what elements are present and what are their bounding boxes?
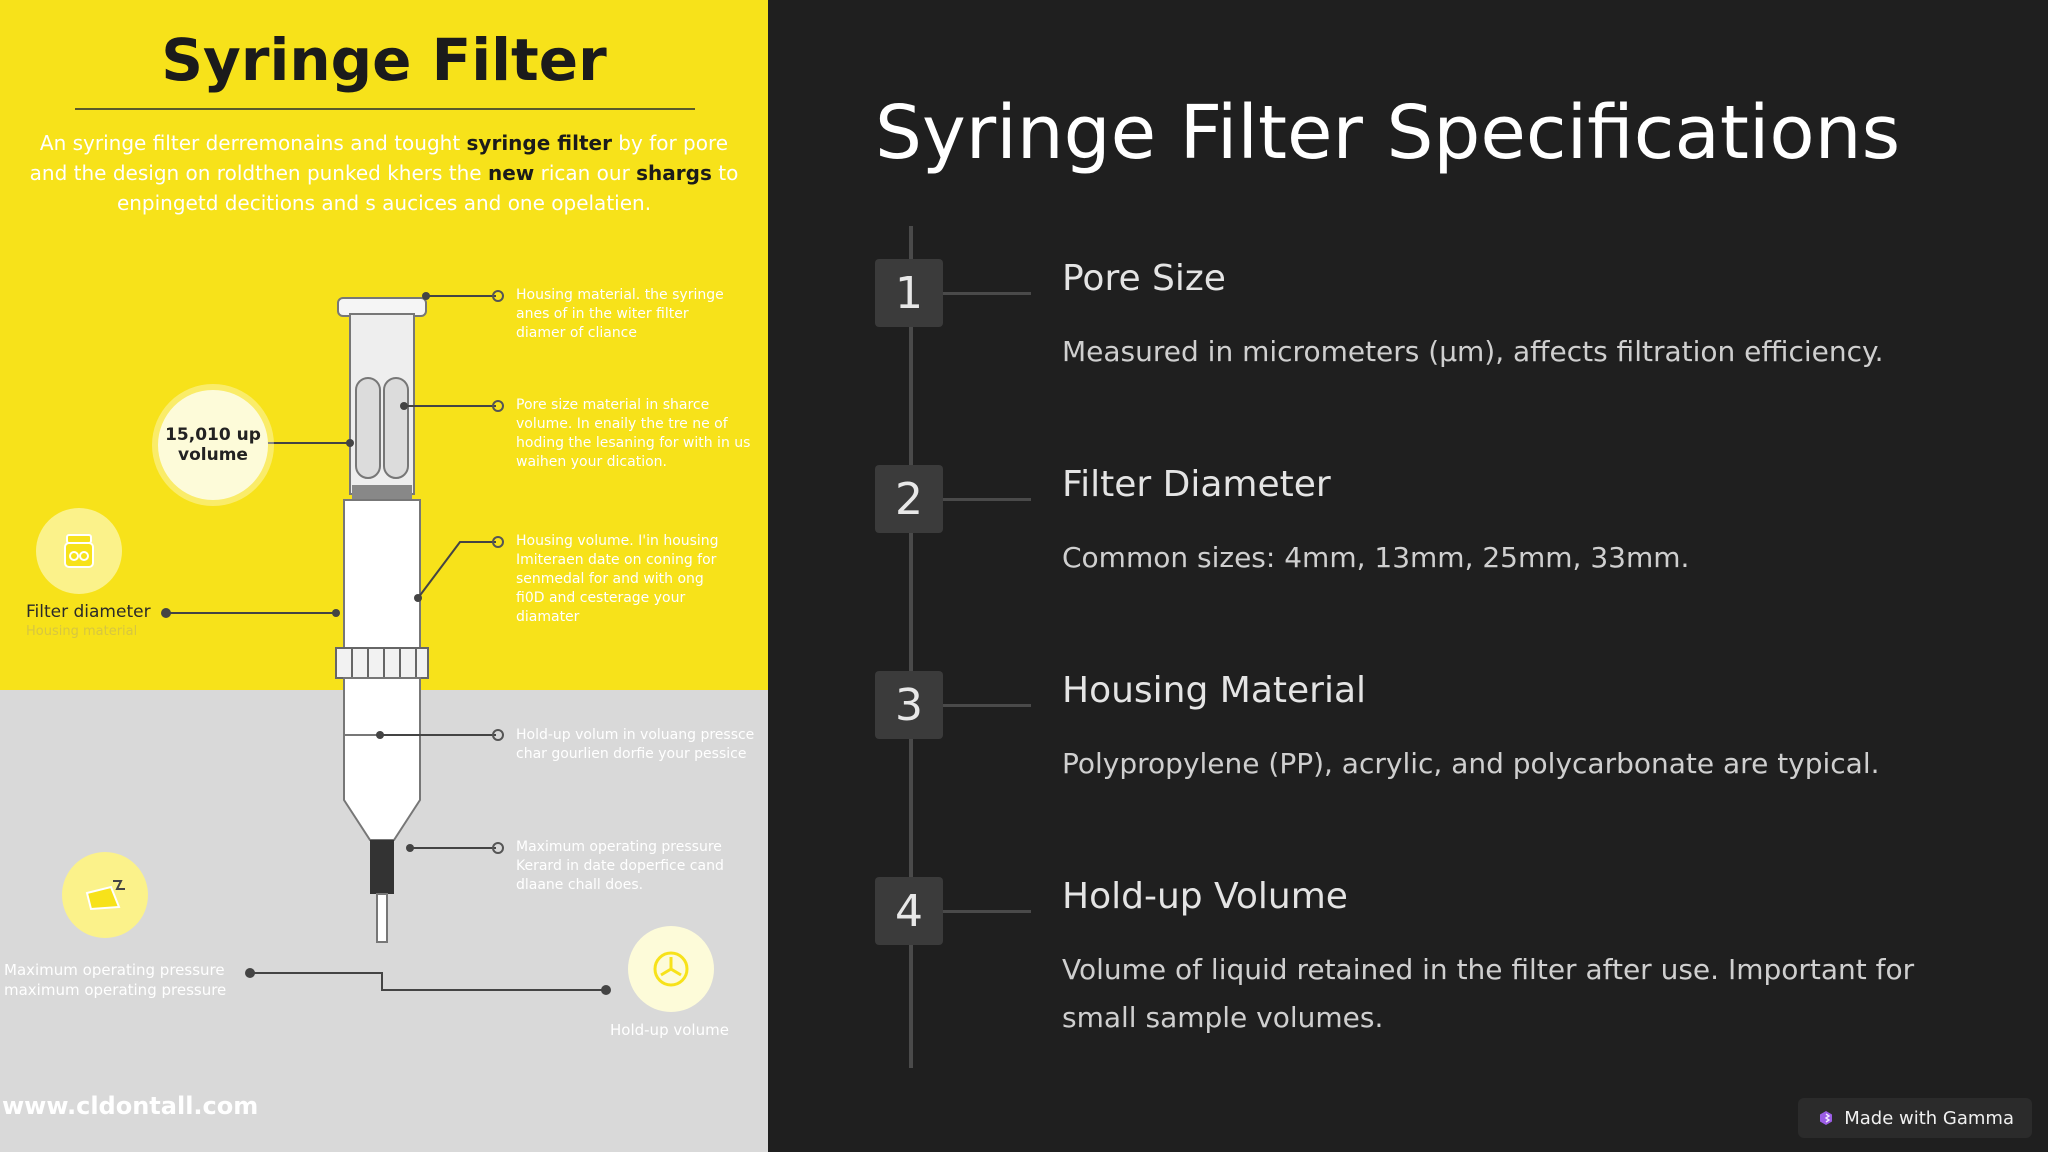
step-heading-hold-up-volume: Hold-up Volume: [1062, 876, 1348, 917]
step-body-housing-material: Polypropylene (PP), acrylic, and polycarbonate are typical.: [1062, 747, 1880, 780]
intro-text: to enpingetd decitions and s aucices and one opelatien.: [116, 161, 739, 215]
filter-diameter-sub: Housing material: [26, 624, 138, 639]
step-number-4: 4: [875, 877, 943, 945]
step-heading-housing-material: Housing Material: [1062, 670, 1367, 711]
step-connector: [943, 292, 1031, 295]
intro-highlight: shargs: [636, 161, 712, 185]
droplet-icon: [628, 926, 714, 1012]
intro-text: rican our: [534, 161, 637, 185]
infographic-image: [0, 0, 768, 1152]
made-with-gamma-label: Made with Gamma: [1844, 1107, 2014, 1129]
step-connector: [943, 498, 1031, 501]
callout-housing-volume: Housing volume. I'in housing Imiteraen date on coning for senmedal for and with ong fi0D and cesterage your diamater: [516, 533, 719, 625]
step-number-3: 3: [875, 671, 943, 739]
infographic-url: www.cldontall.com: [2, 1092, 259, 1120]
page-title: Syringe Filter Specifications: [875, 90, 1901, 176]
step-heading-pore-size: Pore Size: [1062, 258, 1226, 299]
jar-icon: [36, 508, 122, 594]
pressure-gauge-icon: [62, 852, 148, 938]
callout-housing-material: Housing material. the syringe anes of in the witer filter diamer of cliance: [516, 287, 724, 341]
step-connector: [943, 910, 1031, 913]
step-number-1: 1: [875, 259, 943, 327]
step-body-pore-size: Measured in micrometers (μm), affects filtration efficiency.: [1062, 335, 1884, 368]
filter-diameter-text: Filter diameter: [26, 602, 151, 622]
intro-text: by for pore and the design on roldthen punked khers the: [29, 131, 729, 185]
made-with-gamma-button[interactable]: [1798, 1098, 2032, 1138]
step-body-filter-diameter: Common sizes: 4mm, 13mm, 25mm, 33mm.: [1062, 541, 1690, 574]
max-pressure-label: Maximum operating pressure maximum operating pressure: [4, 961, 227, 999]
filter-diameter-label: [26, 602, 151, 639]
callout-hold-up-volume: Hold-up volum in voluang pressce char gourlien dorfie your pessice: [516, 727, 755, 762]
gamma-logo-icon: [1818, 1110, 1834, 1126]
hold-up-volume-label: Hold-up volume: [610, 1021, 729, 1039]
intro-highlight: syringe filter: [466, 131, 612, 155]
intro-text: An syringe filter derremonains and tought: [39, 131, 467, 155]
step-heading-filter-diameter: Filter Diameter: [1062, 464, 1331, 505]
specs-panel: [768, 0, 2048, 1152]
callout-pore-size: Pore size material in sharce volume. In enaily the tre ne of hoding the lesaning for with in us waihen your dication.: [516, 397, 751, 470]
step-body-hold-up-volume: Volume of liquid retained in the filter after use. Important for small sample volumes.: [1062, 953, 1915, 1034]
volume-badge-text: 15,010 up volume: [165, 425, 261, 465]
volume-badge: [158, 390, 268, 500]
intro-highlight: new: [487, 161, 535, 185]
infographic-title: Syringe Filter: [161, 26, 607, 94]
step-number-2: 2: [875, 465, 943, 533]
callout-max-pressure: Maximum operating pressure Kerard in date doperfice cand dlaane chall does.: [516, 839, 724, 893]
step-connector: [943, 704, 1031, 707]
